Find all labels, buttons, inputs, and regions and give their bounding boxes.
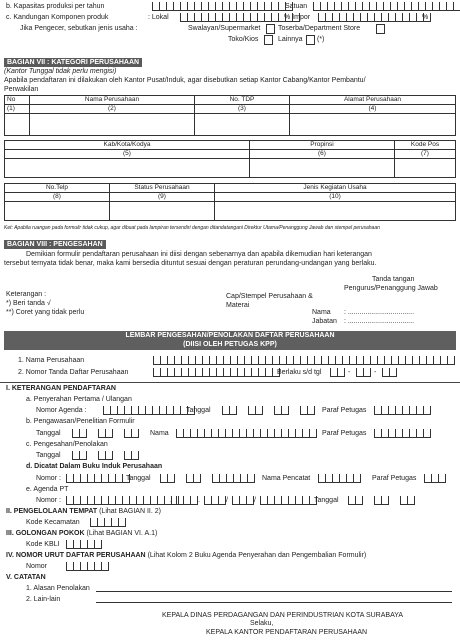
dept-store-label: Toserba/Department Store bbox=[278, 25, 361, 32]
col-num-2: (2) bbox=[30, 105, 195, 114]
s2-label: Kode Kecamatan bbox=[26, 519, 80, 526]
s1-d-paraf-label: Paraf Petugas bbox=[372, 475, 417, 482]
s1-a-agenda-label: Nomor Agenda : bbox=[36, 407, 87, 414]
kiosk-checkbox[interactable] bbox=[264, 35, 273, 45]
d-number-boxes[interactable] bbox=[66, 474, 130, 483]
b-paraf-boxes[interactable] bbox=[374, 429, 431, 438]
dash: - bbox=[348, 369, 351, 376]
table-cell[interactable] bbox=[30, 114, 195, 136]
s2-title: II. PENGELOLAAN TEMPAT bbox=[6, 508, 98, 515]
b-day-boxes[interactable] bbox=[72, 429, 87, 438]
s1-b-date-label: Tanggal bbox=[36, 430, 61, 437]
s1-e-date-label: Tanggal bbox=[314, 497, 339, 504]
slash: / bbox=[254, 497, 256, 504]
col-num-8: (8) bbox=[5, 193, 110, 202]
section7-instruction: Apabila pendaftaran ini dilakukan oleh Kantor Pusat/Induk, agar disebutkan setiap Kantor Cabang/Kantor Pembantu/ bbox=[4, 77, 366, 84]
valid-until-label: Berlaku s/d tgl bbox=[277, 369, 322, 376]
s1-e: e. Agenda PT bbox=[26, 486, 69, 493]
b-name-boxes[interactable] bbox=[176, 429, 317, 438]
closing-line-2: Selaku, bbox=[250, 620, 274, 627]
d-day-boxes[interactable] bbox=[160, 474, 175, 483]
section7-instruction-2: Perwakilan bbox=[4, 86, 39, 93]
local-label: : Lokal bbox=[148, 14, 169, 21]
s5-item-2: 2. Lain-lain bbox=[26, 596, 61, 603]
s1-a-paraf-label: Paraf Petugas bbox=[322, 407, 367, 414]
d-month-boxes[interactable] bbox=[186, 474, 201, 483]
col-num-9: (9) bbox=[110, 193, 215, 202]
a-year-boxes[interactable] bbox=[274, 406, 289, 415]
c-month-boxes[interactable] bbox=[98, 451, 113, 460]
s5-title: V. CATATAN bbox=[6, 574, 46, 581]
e-seg2-boxes[interactable] bbox=[176, 496, 198, 505]
section7-subtitle: (Kantor Tunggal tidak perlu mengisi) bbox=[4, 68, 117, 75]
s1-d: d. Dicatat Dalam Buku Induk Perusahaan bbox=[26, 463, 163, 470]
import-boxes[interactable] bbox=[318, 13, 431, 22]
s1-b-paraf-label: Paraf Petugas bbox=[322, 430, 367, 437]
closing-line-3: KEPALA KANTOR PENDAFTARAN PERUSAHAAN bbox=[206, 629, 368, 636]
divider bbox=[0, 382, 460, 383]
s3-label: Kode KBLI bbox=[26, 541, 60, 548]
col-header-phone: No.Telp bbox=[5, 184, 110, 193]
table-cell[interactable] bbox=[5, 202, 110, 221]
dot: . bbox=[170, 497, 172, 504]
table-cell[interactable] bbox=[290, 114, 456, 136]
col-num-6: (6) bbox=[250, 150, 395, 159]
a-day-boxes[interactable] bbox=[222, 406, 237, 415]
col-header-city: Kab/Kota/Kodya bbox=[5, 141, 250, 150]
section8-title: BAGIAN VIII : PENGESAHAN bbox=[4, 240, 106, 249]
agenda-number-boxes[interactable] bbox=[103, 406, 195, 415]
s4-ref: (Lihat Kolom 2 Buku Agenda Penyerahan dan Pengembalian Formulir) bbox=[147, 552, 367, 559]
e-day-boxes[interactable] bbox=[348, 496, 363, 505]
col-header-company-name: Nama Perusahaan bbox=[30, 96, 195, 105]
a-month-boxes[interactable] bbox=[248, 406, 263, 415]
legend-strike: **) Coret yang tidak perlu bbox=[6, 309, 85, 316]
s4-title: IV. NOMOR URUT DAFTAR PERUSAHAAN bbox=[6, 552, 146, 559]
unit-boxes[interactable] bbox=[313, 2, 460, 11]
col-header-province: Propinsi bbox=[250, 141, 395, 150]
col-num-1: (1) bbox=[5, 105, 30, 114]
s4-heading bbox=[6, 552, 366, 560]
col-num-5: (5) bbox=[5, 150, 250, 159]
s1-c: c. Pengesahan/Penolakan bbox=[26, 441, 108, 448]
col-num-7: (7) bbox=[395, 150, 456, 159]
table-cell[interactable] bbox=[5, 114, 30, 136]
table-cell[interactable] bbox=[195, 114, 290, 136]
valid-month-boxes[interactable] bbox=[356, 368, 371, 377]
legend-check: *) Beri tanda √ bbox=[6, 300, 51, 307]
b-month-boxes[interactable] bbox=[98, 429, 113, 438]
table-cell[interactable] bbox=[5, 159, 250, 178]
s1-a-date-label: Tanggal bbox=[186, 407, 211, 414]
official-item-1: 1. Nama Perusahaan bbox=[18, 357, 85, 364]
b-year-boxes[interactable] bbox=[124, 429, 139, 438]
other-checkbox[interactable] bbox=[306, 35, 315, 45]
s1-e-number-label: Nomor : bbox=[36, 497, 61, 504]
branch-table-1 bbox=[4, 95, 456, 136]
section8-para-1: Demikian formulir pendaftaran perusahaan ini diisi dengan sebenarnya dan apabila dikemudian hari keterangan bbox=[26, 251, 372, 258]
s3-title: III. GOLONGAN POKOK bbox=[6, 530, 85, 537]
d-paraf-boxes[interactable] bbox=[424, 474, 446, 483]
legend-title: Keterangan : bbox=[6, 291, 47, 298]
official-title: LEMBAR PENGESAHAN/PENOLAKAN DAFTAR PERUSAHAAN bbox=[125, 332, 335, 339]
s1-d-date-label: Tanggal bbox=[126, 475, 151, 482]
dept-store-checkbox[interactable] bbox=[376, 24, 385, 34]
district-code-boxes[interactable] bbox=[90, 518, 126, 527]
col-header-postcode: Kode Pos bbox=[395, 141, 456, 150]
kiosk-label: Toko/Kios bbox=[228, 36, 259, 43]
s2-heading bbox=[6, 508, 161, 516]
s4-label: Nomor bbox=[26, 563, 48, 570]
section7-footnote: Ket: Apabila ruangan pada formulir tidak cukup, agar dibuat pada lampiran tersendiri dengan ditandatangani Direktur Utama/Penanggung Jawab dan stempel perusahaan bbox=[4, 225, 380, 231]
stamp-label: Cap/Stempel Perusahaan & bbox=[226, 293, 313, 300]
e-seg4-boxes[interactable] bbox=[232, 496, 254, 505]
d-recorder-boxes[interactable] bbox=[318, 474, 361, 483]
col-num-10: (10) bbox=[215, 193, 456, 202]
s5-item-1: 1. Alasan Penolakan bbox=[26, 585, 90, 592]
s3-heading bbox=[6, 530, 157, 538]
position-field[interactable]: : .................................. bbox=[344, 318, 415, 325]
branch-table-3 bbox=[4, 183, 456, 221]
sequence-number-boxes[interactable] bbox=[66, 562, 109, 571]
import-label: % Impor bbox=[284, 14, 311, 21]
name-label: Nama bbox=[312, 309, 331, 316]
col-header-status: Status Perusahaan bbox=[110, 184, 215, 193]
kbli-code-boxes[interactable] bbox=[66, 540, 102, 549]
capacity-label: b. Kapasitas produksi per tahun bbox=[6, 3, 105, 10]
col-header-tdp: No. TDP bbox=[195, 96, 290, 105]
official-company-boxes[interactable] bbox=[153, 356, 455, 365]
table-cell[interactable] bbox=[250, 159, 395, 178]
retailer-label: Jika Pengecer, sebutkan jenis usaha : bbox=[20, 25, 138, 32]
a-paraf-box[interactable] bbox=[300, 406, 315, 415]
s1-b-name-label: Nama bbox=[150, 430, 169, 437]
dash: - bbox=[374, 369, 377, 376]
branch-table-2 bbox=[4, 140, 456, 178]
e-number-boxes[interactable] bbox=[66, 496, 179, 505]
s1-title: I. KETERANGAN PENDAFTARAN bbox=[6, 385, 116, 392]
col-header-no: No bbox=[5, 96, 30, 105]
section8-para-2: tersebut ternyata tidak benar, maka kami bersedia dituntut sesuai dengan peraturan perundang-undangan yang berlaku. bbox=[4, 260, 377, 267]
capacity-boxes[interactable] bbox=[152, 2, 293, 11]
c-day-boxes[interactable] bbox=[72, 451, 87, 460]
table-cell[interactable] bbox=[110, 202, 215, 221]
supermarket-label: Swalayan/Supermarket bbox=[188, 25, 261, 32]
official-item-2: 2. Nomor Tanda Daftar Perusahaan bbox=[18, 369, 129, 376]
official-tdp-boxes[interactable] bbox=[153, 368, 280, 377]
s1-d-number-label: Nomor : bbox=[36, 475, 61, 482]
a-paraf-boxes[interactable] bbox=[374, 406, 431, 415]
col-num-4: (4) bbox=[290, 105, 456, 114]
rejection-reason-line[interactable] bbox=[96, 591, 452, 592]
other-notes-line[interactable] bbox=[96, 602, 452, 603]
s1-c-date-label: Tanggal bbox=[36, 452, 61, 459]
closing-line-1: KEPALA DINAS PERDAGANGAN DAN PERINDUSTRIAN KOTA SURABAYA bbox=[162, 612, 404, 619]
signature-role: Pengurus/Penanggung Jawab bbox=[344, 285, 438, 292]
other-label: Lainnya bbox=[278, 36, 303, 43]
table-cell[interactable] bbox=[215, 202, 456, 221]
name-field[interactable]: : .................................. bbox=[344, 309, 415, 316]
col-header-activity: Jenis Kegiatan Usaha bbox=[215, 184, 456, 193]
component-label: c. Kandungan Komponen produk bbox=[6, 14, 109, 21]
signature-label: Tanda tangan bbox=[372, 276, 415, 283]
d-year-boxes[interactable] bbox=[212, 474, 255, 483]
valid-year-boxes[interactable] bbox=[382, 368, 397, 377]
section7-title: BAGIAN VII : KATEGORI PERUSAHAAN bbox=[4, 58, 142, 67]
valid-day-boxes[interactable] bbox=[330, 368, 345, 377]
e-year-boxes[interactable] bbox=[400, 496, 415, 505]
table-cell[interactable] bbox=[395, 159, 456, 178]
dot: . bbox=[198, 497, 200, 504]
slash: / bbox=[226, 497, 228, 504]
s2-ref: (Lihat BAGIAN II. 2) bbox=[99, 508, 161, 515]
s3-ref: (Lihat BAGIAN VI. A.1) bbox=[86, 530, 158, 537]
s1-d-recorder-label: Nama Pencatat bbox=[262, 475, 311, 482]
other-suffix: (*) bbox=[317, 36, 325, 43]
position-label: Jabatan bbox=[312, 318, 337, 325]
col-num-3: (3) bbox=[195, 105, 290, 114]
e-seg3-boxes[interactable] bbox=[204, 496, 226, 505]
col-header-address: Alamat Perusahaan bbox=[290, 96, 456, 105]
e-seg5-boxes[interactable] bbox=[260, 496, 317, 505]
official-subtitle: (DIISI OLEH PETUGAS KPP) bbox=[183, 341, 277, 348]
s1-a: a. Penyerahan Pertama / Ulangan bbox=[26, 396, 132, 403]
c-year-boxes[interactable] bbox=[124, 451, 139, 460]
stamp-label-2: Materai bbox=[226, 302, 250, 309]
supermarket-checkbox[interactable] bbox=[266, 24, 275, 34]
s1-b: b. Pengawasan/Penelitian Formulir bbox=[26, 418, 135, 425]
e-month-boxes[interactable] bbox=[374, 496, 389, 505]
percent-label: % bbox=[422, 14, 429, 21]
unit-label: Satuan bbox=[285, 3, 308, 10]
local-boxes[interactable] bbox=[180, 13, 300, 22]
